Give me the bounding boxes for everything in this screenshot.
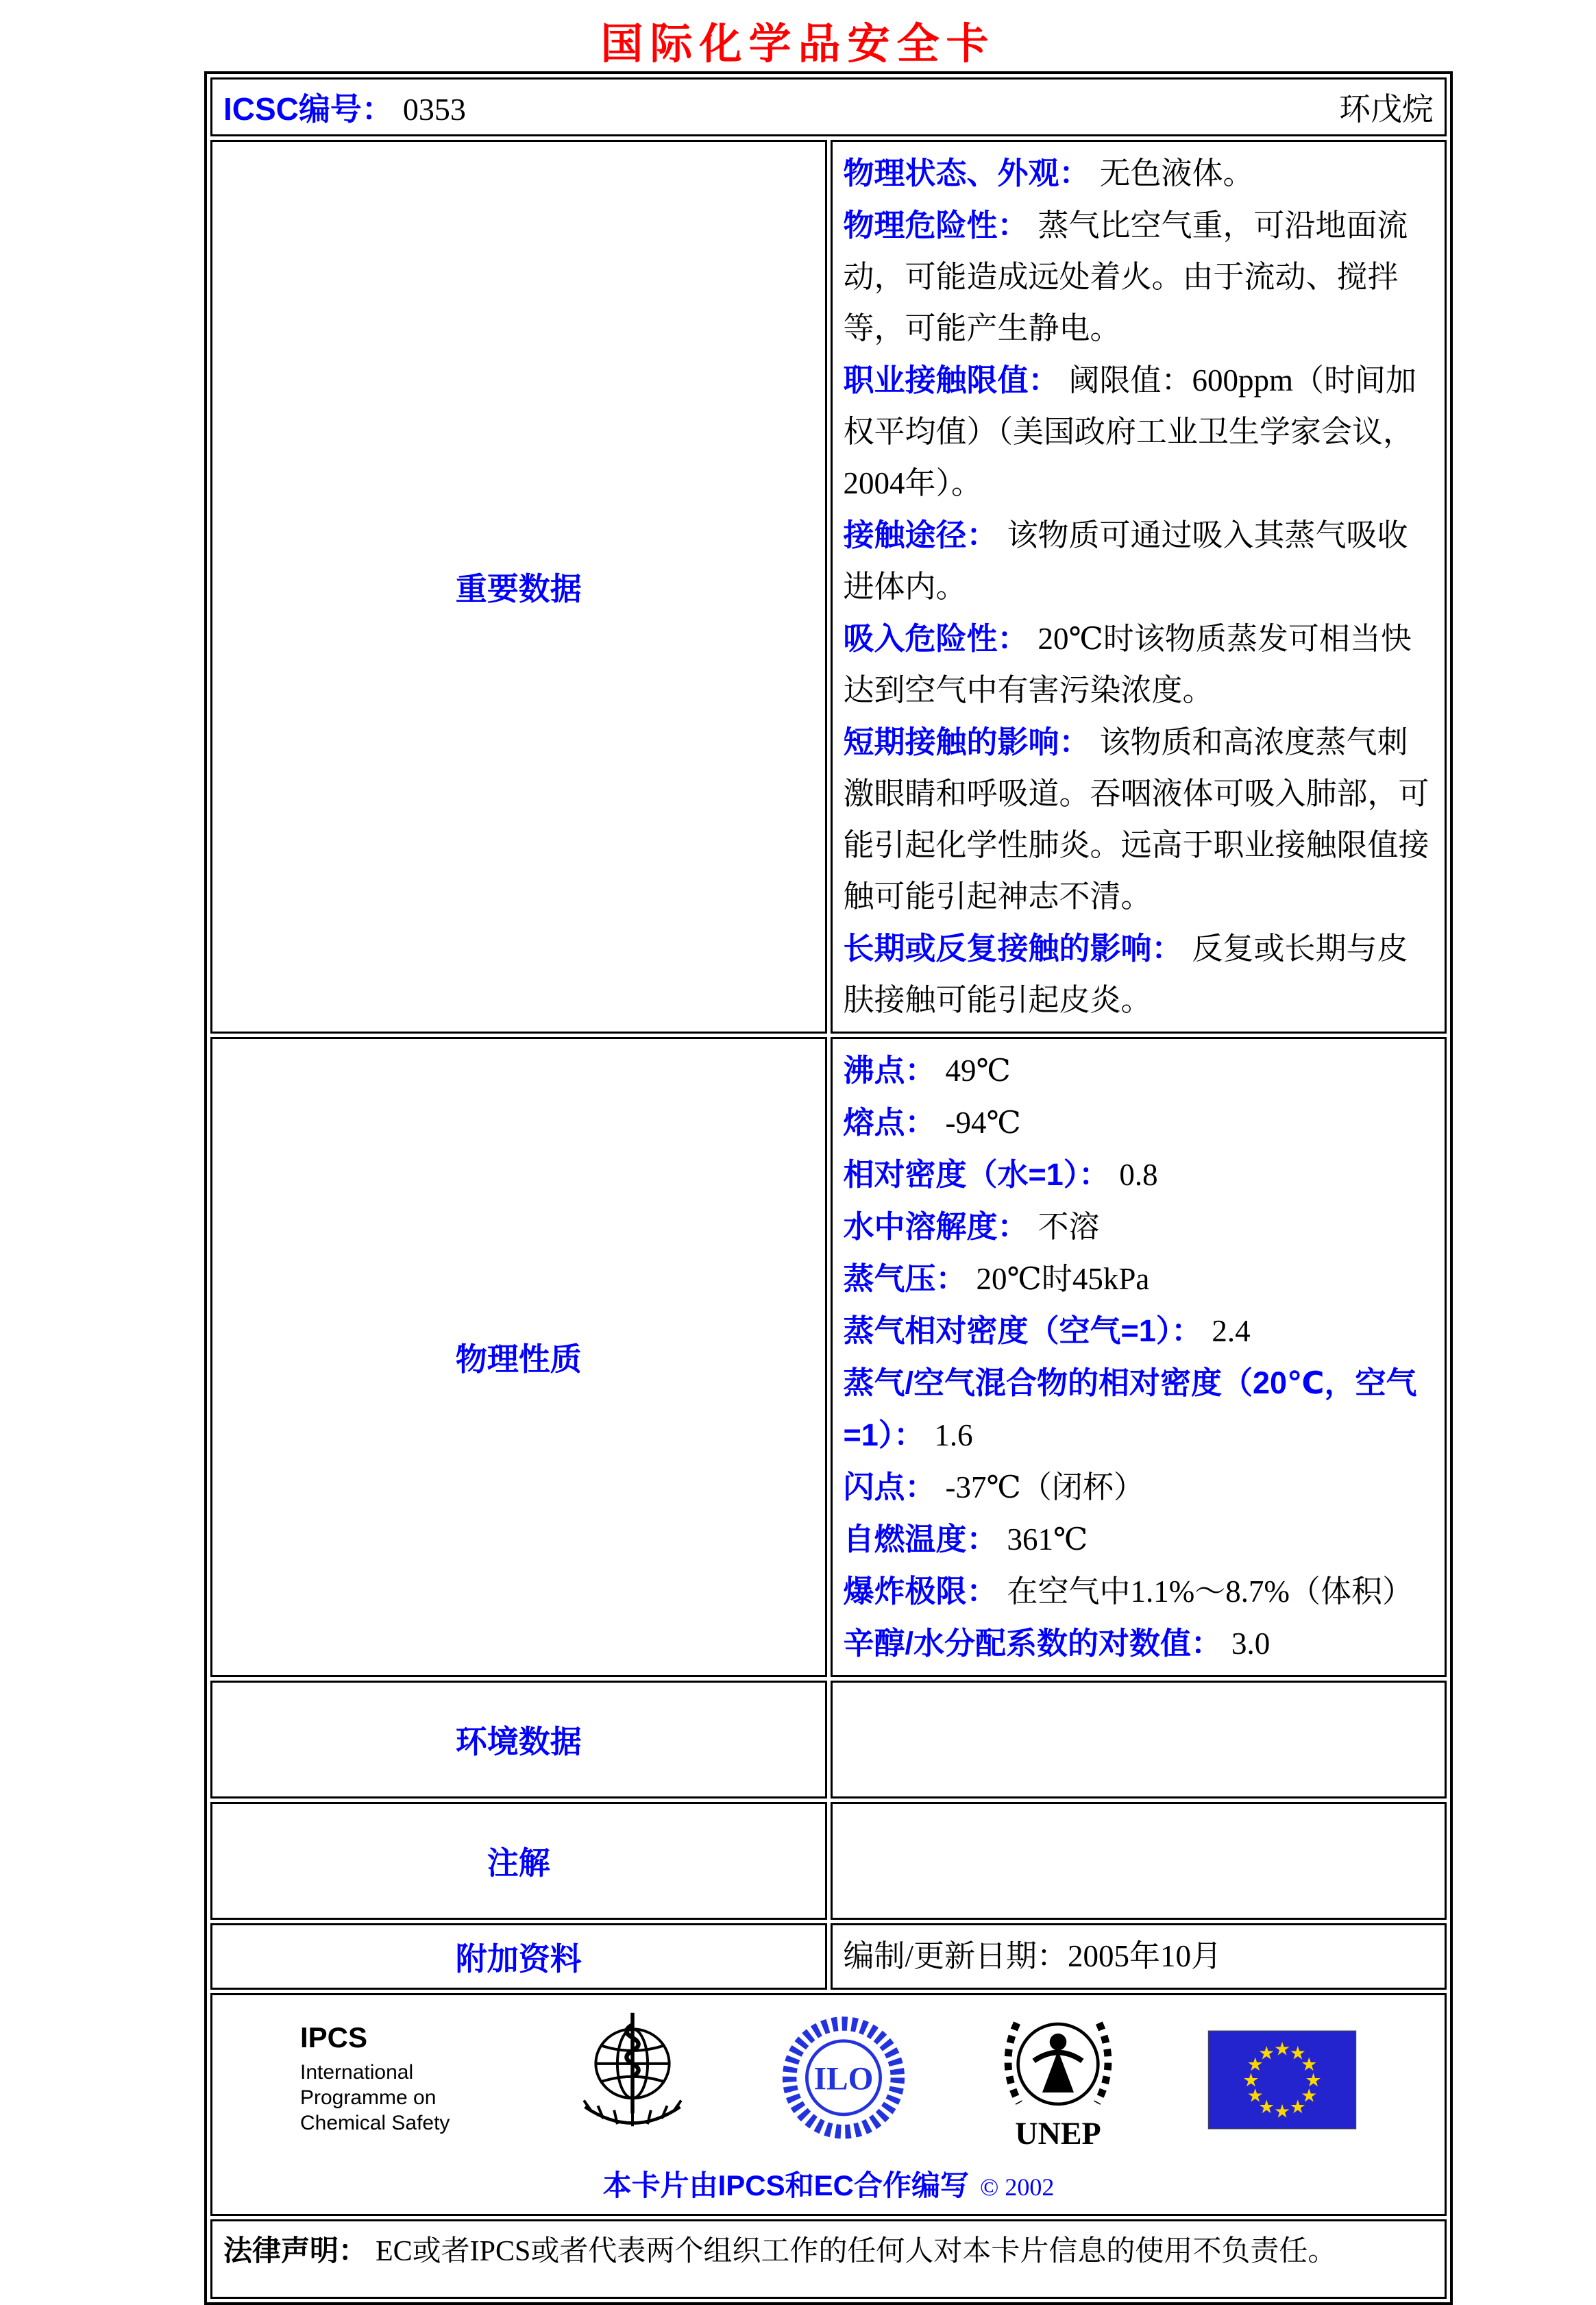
physical-item [844, 1305, 1434, 1357]
section-label-additional: 附加资料 [210, 1923, 827, 1990]
field-value: 20℃时45kPa [976, 1262, 1150, 1296]
environment-data-row [210, 1681, 1447, 1798]
cooperation-caption [219, 2163, 1438, 2204]
important-item [844, 923, 1434, 1026]
svg-text:★: ★ [1289, 2097, 1306, 2119]
field-label: 蒸气/空气混合物的相对密度（20℃，空气=1）： [843, 1365, 1417, 1452]
svg-text:★: ★ [1258, 2097, 1275, 2119]
field-value: 无色液体。 [1099, 156, 1254, 191]
field-label: 爆炸极限： [843, 1574, 998, 1609]
section-label-notes: 注解 [210, 1802, 827, 1920]
cooperation-caption-text: 本卡片由IPCS和EC合作编写 [602, 2169, 969, 2202]
ipcs-line: Chemical Safety [300, 2111, 450, 2134]
environment-data-content [831, 1681, 1447, 1798]
svg-text:★: ★ [1301, 2054, 1318, 2076]
important-data-content [831, 140, 1447, 1034]
legal-cell [210, 2219, 1447, 2299]
svg-text:★: ★ [1242, 2069, 1260, 2091]
logos-flex [219, 2006, 1438, 2154]
additional-info-row [210, 1923, 1447, 1990]
eu-flag-icon [1207, 2030, 1357, 2130]
ilo-emblem-icon [778, 2010, 909, 2150]
ipcs-line: Programme on [300, 2086, 437, 2109]
important-data-row [210, 140, 1447, 1034]
field-label: 物理危险性： [843, 208, 1029, 243]
icsc-number-label: ICSC编号： [223, 91, 393, 127]
field-label: 水中溶解度： [843, 1209, 1029, 1244]
svg-text:★: ★ [1305, 2069, 1322, 2091]
legal-row [210, 2219, 1447, 2299]
field-value: 阈限值：600ppm（时间加权平均值）（美国政府工业卫生学家会议，2004年）。 [843, 363, 1417, 500]
physical-item [844, 1201, 1434, 1253]
svg-text:★: ★ [1273, 2038, 1291, 2060]
field-value: 2.4 [1212, 1314, 1251, 1348]
page-title: 国际化学品安全卡 [600, 21, 996, 68]
field-label: 吸入危险性： [843, 621, 1029, 656]
icsc-number-value: 0353 [402, 92, 466, 127]
logos-row [210, 1993, 1447, 2216]
field-value: 3.0 [1231, 1626, 1270, 1661]
section-label-environment: 环境数据 [210, 1681, 827, 1798]
svg-text:★: ★ [1247, 2085, 1264, 2107]
section-label-physical: 物理性质 [210, 1037, 827, 1677]
update-date-label: 编制/更新日期： [843, 1939, 1068, 1973]
field-label: 闪点： [843, 1469, 936, 1504]
chemical-name: 环戊烷 [1339, 92, 1434, 127]
field-label: 短期接触的影响： [843, 724, 1090, 759]
field-value: 20℃时该物质蒸发可相当快达到空气中有害污染浓度。 [843, 622, 1412, 707]
important-item [844, 354, 1434, 509]
svg-text:★: ★ [1289, 2042, 1306, 2064]
update-date-value: 2005年10月 [1068, 1939, 1223, 1973]
field-label: 蒸气相对密度（空气=1）： [843, 1313, 1203, 1348]
svg-text:★: ★ [1247, 2054, 1264, 2076]
notes-row [210, 1802, 1447, 1920]
additional-info-content [831, 1923, 1447, 1990]
physical-item [844, 1461, 1434, 1513]
header-flex [223, 84, 1434, 130]
physical-item [844, 1618, 1434, 1670]
notes-content [831, 1802, 1447, 1920]
field-label: 相对密度（水=1）： [843, 1157, 1110, 1192]
unep-emblem-icon [990, 2006, 1127, 2154]
important-item [844, 716, 1434, 923]
header-row [210, 77, 1447, 136]
ipcs-line: International [300, 2060, 414, 2084]
field-value: 1.6 [934, 1418, 973, 1452]
unep-letters: UNEP [1015, 2116, 1101, 2151]
field-value: -37℃（闭杯） [945, 1470, 1144, 1504]
field-label: 自燃温度： [843, 1522, 998, 1557]
field-label: 长期或反复接触的影响： [843, 931, 1183, 966]
svg-text:★: ★ [1258, 2042, 1275, 2064]
legal-text: EC或者IPCS或者代表两个组织工作的任何人对本卡片信息的使用不负责任。 [376, 2236, 1337, 2267]
field-label: 蒸气压： [843, 1261, 967, 1296]
field-value: 反复或长期与皮肤接触可能引起皮炎。 [843, 931, 1408, 1017]
update-date-line [844, 1931, 1434, 1982]
field-label: 职业接触限值： [843, 363, 1059, 398]
physical-item [844, 1513, 1434, 1565]
copyright-text: © 2002 [980, 2173, 1055, 2201]
field-label: 熔点： [843, 1105, 936, 1140]
icsc-number-group [223, 84, 466, 130]
field-label: 辛醇/水分配系数的对数值： [843, 1626, 1223, 1661]
ipcs-text-block [300, 2021, 487, 2136]
field-value: 49℃ [945, 1053, 1011, 1088]
physical-item [844, 1357, 1434, 1461]
svg-text:★: ★ [1301, 2085, 1318, 2107]
important-item [844, 613, 1434, 716]
header-cell [210, 77, 1447, 136]
icsc-card-table [204, 71, 1453, 2305]
physical-item [844, 1045, 1434, 1097]
physical-item [844, 1149, 1434, 1201]
field-value: -94℃ [945, 1106, 1021, 1140]
physical-item [844, 1565, 1434, 1618]
svg-text:★: ★ [1273, 2101, 1291, 2123]
field-value: 在空气中1.1%～8.7%（体积） [1007, 1574, 1413, 1609]
physical-item [844, 1253, 1434, 1305]
important-item [844, 147, 1434, 199]
field-value: 该物质和高浓度蒸气刺激眼睛和呼吸道。吞咽液体可吸入肺部，可能引起化学性肺炎。远高于职业接触限值接触可能引起神志不清。 [843, 725, 1429, 914]
legal-label: 法律声明： [223, 2234, 368, 2267]
physical-properties-row [210, 1037, 1447, 1677]
important-item [844, 509, 1434, 613]
who-emblem-icon [567, 2010, 698, 2150]
field-label: 物理状态、外观： [843, 156, 1090, 191]
logos-cell [210, 1993, 1447, 2216]
field-value: 不溶 [1038, 1210, 1100, 1244]
physical-properties-content [831, 1037, 1447, 1677]
field-value: 蒸气比空气重，可沿地面流动，可能造成远处着火。由于流动、搅拌等，可能产生静电。 [843, 208, 1408, 345]
field-value: 361℃ [1007, 1522, 1088, 1557]
field-value: 0.8 [1119, 1158, 1158, 1192]
ilo-letters: ILO [813, 2061, 874, 2097]
field-value: 该物质可通过吸入其蒸气吸收进体内。 [843, 518, 1408, 604]
important-item [844, 199, 1434, 354]
ipcs-acronym: IPCS [300, 2021, 368, 2053]
section-label-important: 重要数据 [210, 140, 827, 1034]
physical-item [844, 1097, 1434, 1149]
field-label: 接触途径： [843, 517, 998, 552]
field-label: 沸点： [843, 1053, 936, 1088]
